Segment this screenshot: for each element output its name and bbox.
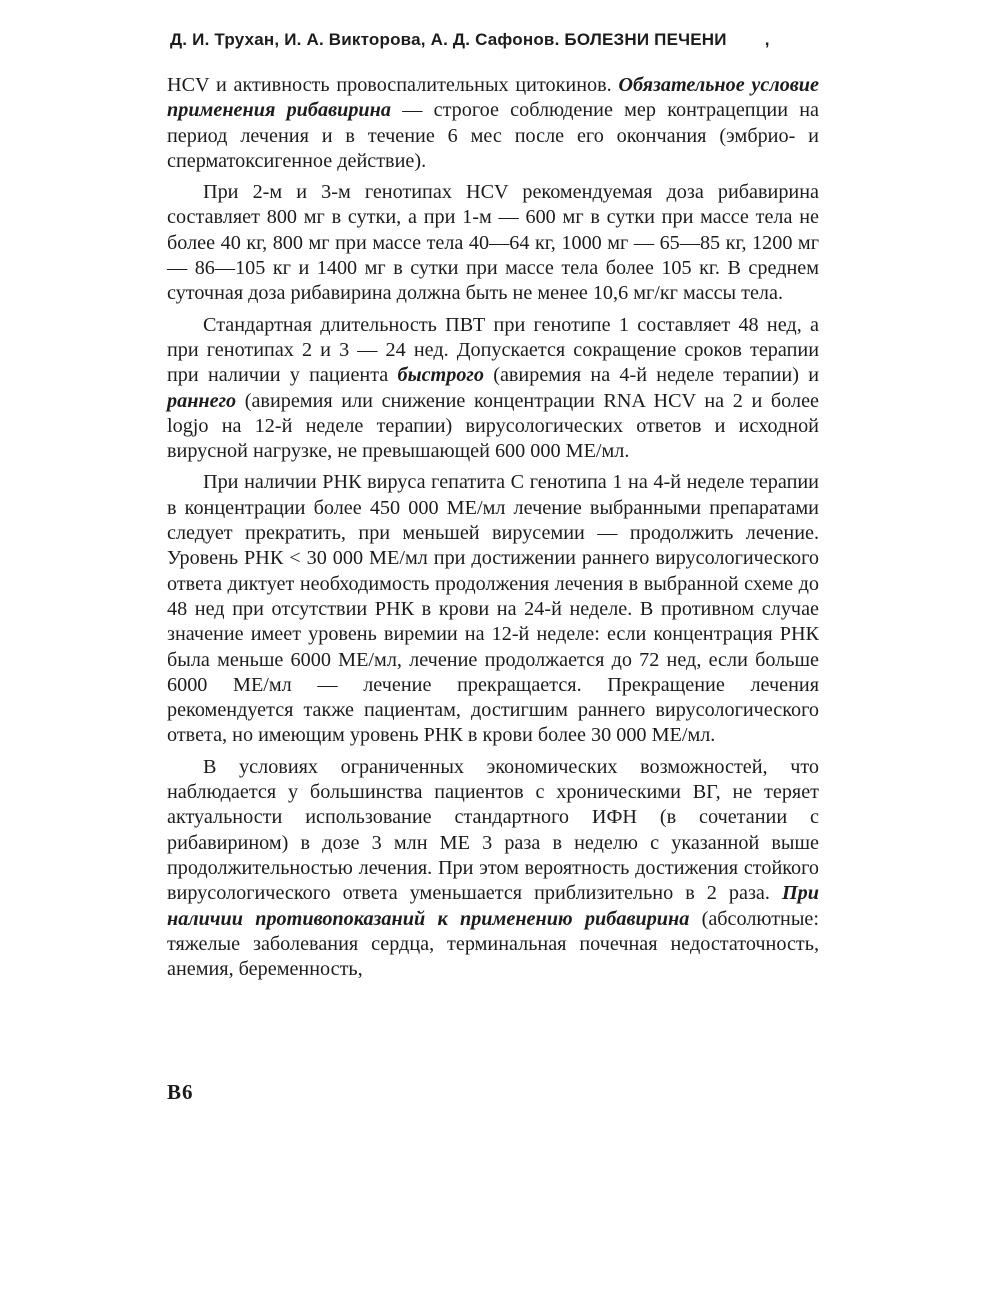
page-body [167,73,819,988]
emphasis-text: раннего [167,389,237,412]
paragraph-text: При 2-м и 3-м генотипах HCV рекомендуемая доза рибавирина составляет 800 мг в сутки, а при 1-м — 600 мг в сутки при массе тела не более 40 кг, 800 мг при массе тела 40—64 кг, 1000 мг — 65—85 кг, 1200 мг — 86—105 кг и 1400 мг в сутки при массе тела более 105 кг. В среднем суточная доза рибавирина должна быть не менее 10,6 мг/кг массы тела. [167,181,819,305]
paragraph-text: (абсолютные: тяжелые заболевания сердца, терминальная почечная недостаточность, анемия, беременность, [167,907,819,981]
emphasis-text: быстрого [397,364,484,387]
paragraph-text: (авиремия на 4-й неделе терапии) и [483,364,819,387]
running-header [170,30,830,50]
paragraph-3 [167,313,819,465]
page-number: В6 [167,1080,194,1104]
emphasis-text: Обязательное условие применения рибавирина [167,74,819,122]
paragraph-1 [167,73,819,174]
header-mark: , [764,30,770,49]
paragraph-4 [167,470,819,748]
paragraph-text: При наличии РНК вируса гепатита С генотипа 1 на 4-й неделе терапии в концентрации более 450 000 МЕ/мл лечение выбранными препаратами следует прекратить, при меньшей вирусемии — продолжить лечение. Уровень РНК < 30 000 МЕ/мл при достижении раннего вирусологического ответа диктует необходимость продолжения лечения в выбранной схеме до 48 нед при отсутствии РНК в крови на 24-й неделе. В противном случае значение имеет уровень виремии на 12-й неделе: если концентрация РНК была меньше 6000 МЕ/мл, лечение продолжается до 72 нед, если больше 6000 МЕ/мл — лечение прекращается. Прекращение лечения рекомендуется также пациентам, достигшим раннего вирусологического ответа, но имеющим уровень РНК в крови более 30 000 МЕ/мл. [167,471,819,747]
paragraph-2 [167,180,819,306]
paragraph-5 [167,755,819,983]
emphasis-text: При наличии противопоказаний к применению рибавирина [167,882,819,930]
paragraph-text: Стандартная длительность ПВТ при генотипе 1 составляет 48 нед, а при генотипах 2 и 3 — 24 нед. Допускается сокращение сроков терапии при наличии у пациента [167,313,819,387]
paragraph-text: HCV и активность провоспалительных цитокинов. [167,74,619,96]
running-title: Д. И. Трухан, И. А. Викторова, А. Д. Сафонов. БОЛЕЗНИ ПЕЧЕНИ [170,30,727,49]
paragraph-text: — строгое соблюдение мер контрацепции на период лечения и в течение 6 мес после его окончания (эмбрио- и сперматоксигенное действие). [167,99,820,172]
paragraph-text: В условиях ограниченных экономических возможностей, что наблюдается у большинства пациентов с хроническими ВГ, не теряет актуальности использование стандартного ИФН (в сочетании с рибавирином) в дозе 3 млн МЕ 3 раза в неделю с указанной выше продолжительностью лечения. При этом вероятность достижения стойкого вирусологического ответа уменьшается приблизительно в 2 раза. [167,755,819,905]
paragraph-text: (авиремия или снижение концентрации RNA HCV на 2 и более logjo на 12-й неделе терапии) вирусологических ответов и исходной вирусной нагрузке, не превышающей 600 000 МЕ/мл. [167,389,819,463]
